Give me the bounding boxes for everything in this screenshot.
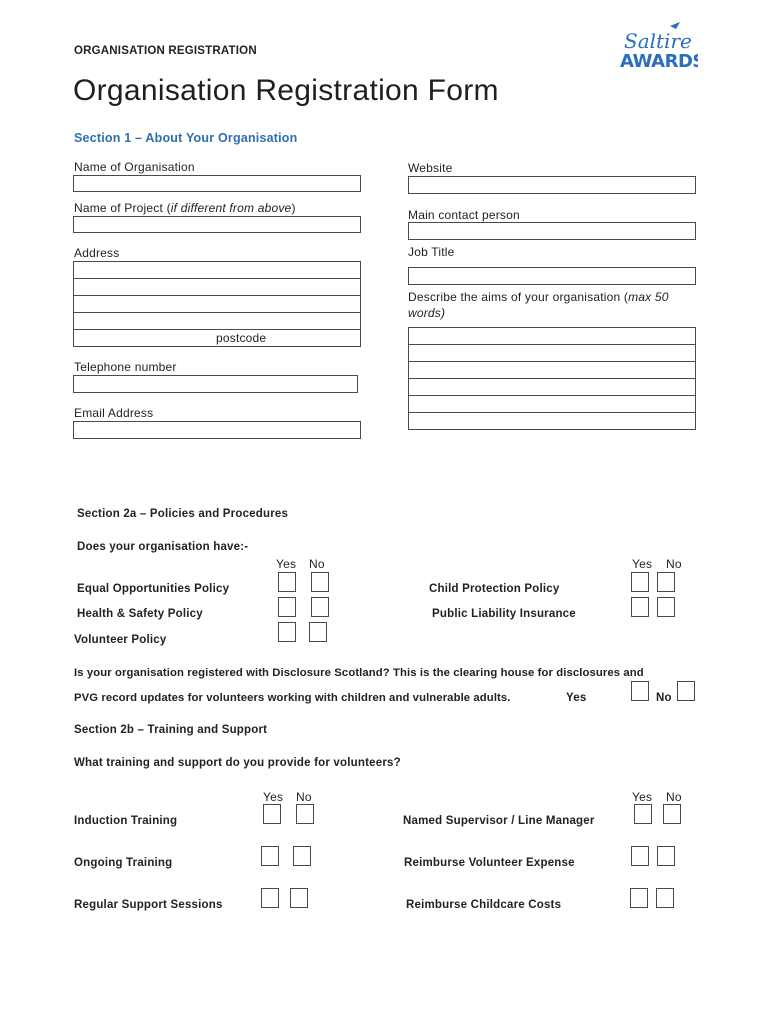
support-sessions-yes-checkbox[interactable] (261, 888, 279, 908)
yes-header-left: Yes (263, 790, 284, 804)
volunteer-expense-yes-checkbox[interactable] (631, 846, 649, 866)
equal-opportunities-yes-checkbox[interactable] (278, 572, 296, 592)
named-supervisor-no-checkbox[interactable] (663, 804, 681, 824)
aims-line-2[interactable] (408, 344, 696, 362)
aims-line-5[interactable] (408, 395, 696, 413)
aims-label-line-1 (408, 290, 669, 304)
child-protection-no-checkbox[interactable] (657, 572, 675, 592)
address-line-3[interactable] (73, 295, 361, 313)
address-line-4[interactable] (73, 312, 361, 330)
section-2a-question: Does your organisation have:- (77, 541, 249, 553)
policy-label: Public Liability Insurance (432, 608, 576, 620)
main-contact-field[interactable] (408, 222, 696, 240)
telephone-field[interactable] (73, 375, 358, 393)
policy-label: Volunteer Policy (74, 634, 167, 646)
logo-top-text: Saltire (624, 29, 692, 53)
public-liability-no-checkbox[interactable] (657, 597, 675, 617)
childcare-costs-yes-checkbox[interactable] (630, 888, 648, 908)
website-field[interactable] (408, 176, 696, 194)
job-title-field[interactable] (408, 267, 696, 285)
induction-yes-checkbox[interactable] (263, 804, 281, 824)
saltire-awards-logo (618, 20, 698, 72)
aims-italic-1: max 50 (628, 290, 669, 304)
no-header-left: No (296, 790, 312, 804)
aims-prefix: Describe the aims of your organisation ( (408, 290, 629, 304)
logo-graphic (618, 20, 698, 72)
disclosure-question-line-1: Is your organisation registered with Disclosure Scotland? This is the clearing house for disclosures and (74, 667, 644, 679)
address-line-2[interactable] (73, 278, 361, 296)
equal-opportunities-no-checkbox[interactable] (311, 572, 329, 592)
name-of-project-field[interactable] (73, 216, 361, 233)
section-1-heading: Section 1 – About Your Organisation (74, 131, 298, 145)
no-header-right: No (666, 557, 682, 571)
logo-bottom-text: AWARDS (620, 51, 698, 72)
training-label: Reimburse Volunteer Expense (404, 857, 575, 869)
named-supervisor-yes-checkbox[interactable] (634, 804, 652, 824)
aims-line-4[interactable] (408, 378, 696, 396)
section-2a-heading: Section 2a – Policies and Procedures (77, 508, 289, 520)
aims-line-3[interactable] (408, 361, 696, 379)
section-2b-question: What training and support do you provide for volunteers? (74, 757, 401, 769)
yes-header-right: Yes (632, 790, 653, 804)
volunteer-policy-no-checkbox[interactable] (309, 622, 327, 642)
address-label: Address (74, 246, 120, 260)
disclosure-no-checkbox[interactable] (677, 681, 695, 701)
childcare-costs-no-checkbox[interactable] (656, 888, 674, 908)
aims-line-6[interactable] (408, 412, 696, 430)
health-safety-no-checkbox[interactable] (311, 597, 329, 617)
no-header-right: No (666, 790, 682, 804)
email-field[interactable] (73, 421, 361, 439)
email-label: Email Address (74, 406, 154, 420)
name-of-organisation-field[interactable] (73, 175, 361, 192)
name-of-project-prefix: Name of Project ( (74, 201, 171, 215)
aims-italic-2: words) (408, 306, 446, 320)
job-title-label: Job Title (408, 245, 455, 259)
name-of-project-italic: if different from above (170, 201, 292, 215)
name-of-project-suffix: ) (291, 201, 296, 215)
aims-label-line-2 (408, 306, 445, 320)
disclosure-no-label: No (656, 692, 672, 704)
postcode-label: postcode (216, 331, 267, 345)
training-label: Induction Training (74, 815, 178, 827)
aims-line-1[interactable] (408, 327, 696, 345)
induction-no-checkbox[interactable] (296, 804, 314, 824)
training-label: Regular Support Sessions (74, 899, 223, 911)
volunteer-policy-yes-checkbox[interactable] (278, 622, 296, 642)
address-line-1[interactable] (73, 261, 361, 279)
child-protection-yes-checkbox[interactable] (631, 572, 649, 592)
health-safety-yes-checkbox[interactable] (278, 597, 296, 617)
policy-label: Health & Safety Policy (77, 608, 203, 620)
public-liability-yes-checkbox[interactable] (631, 597, 649, 617)
disclosure-yes-label: Yes (566, 692, 587, 704)
running-title: ORGANISATION REGISTRATION (74, 45, 257, 57)
disclosure-question-line-2: PVG record updates for volunteers working with children and vulnerable adults. (74, 692, 511, 704)
policy-label: Equal Opportunities Policy (77, 583, 230, 595)
name-of-organisation-label: Name of Organisation (74, 160, 195, 174)
training-label: Reimburse Childcare Costs (406, 899, 562, 911)
no-header-left: No (309, 557, 325, 571)
name-of-project-label (74, 201, 296, 215)
ongoing-no-checkbox[interactable] (293, 846, 311, 866)
support-sessions-no-checkbox[interactable] (290, 888, 308, 908)
disclosure-yes-checkbox[interactable] (631, 681, 649, 701)
section-2b-heading: Section 2b – Training and Support (74, 724, 268, 736)
page-title: Organisation Registration Form (73, 74, 499, 107)
main-contact-label: Main contact person (408, 208, 520, 222)
ongoing-yes-checkbox[interactable] (261, 846, 279, 866)
training-label: Ongoing Training (74, 857, 173, 869)
volunteer-expense-no-checkbox[interactable] (657, 846, 675, 866)
yes-header-right: Yes (632, 557, 653, 571)
telephone-label: Telephone number (74, 360, 177, 374)
yes-header-left: Yes (276, 557, 297, 571)
training-label: Named Supervisor / Line Manager (403, 815, 595, 827)
policy-label: Child Protection Policy (429, 583, 560, 595)
website-label: Website (408, 161, 453, 175)
